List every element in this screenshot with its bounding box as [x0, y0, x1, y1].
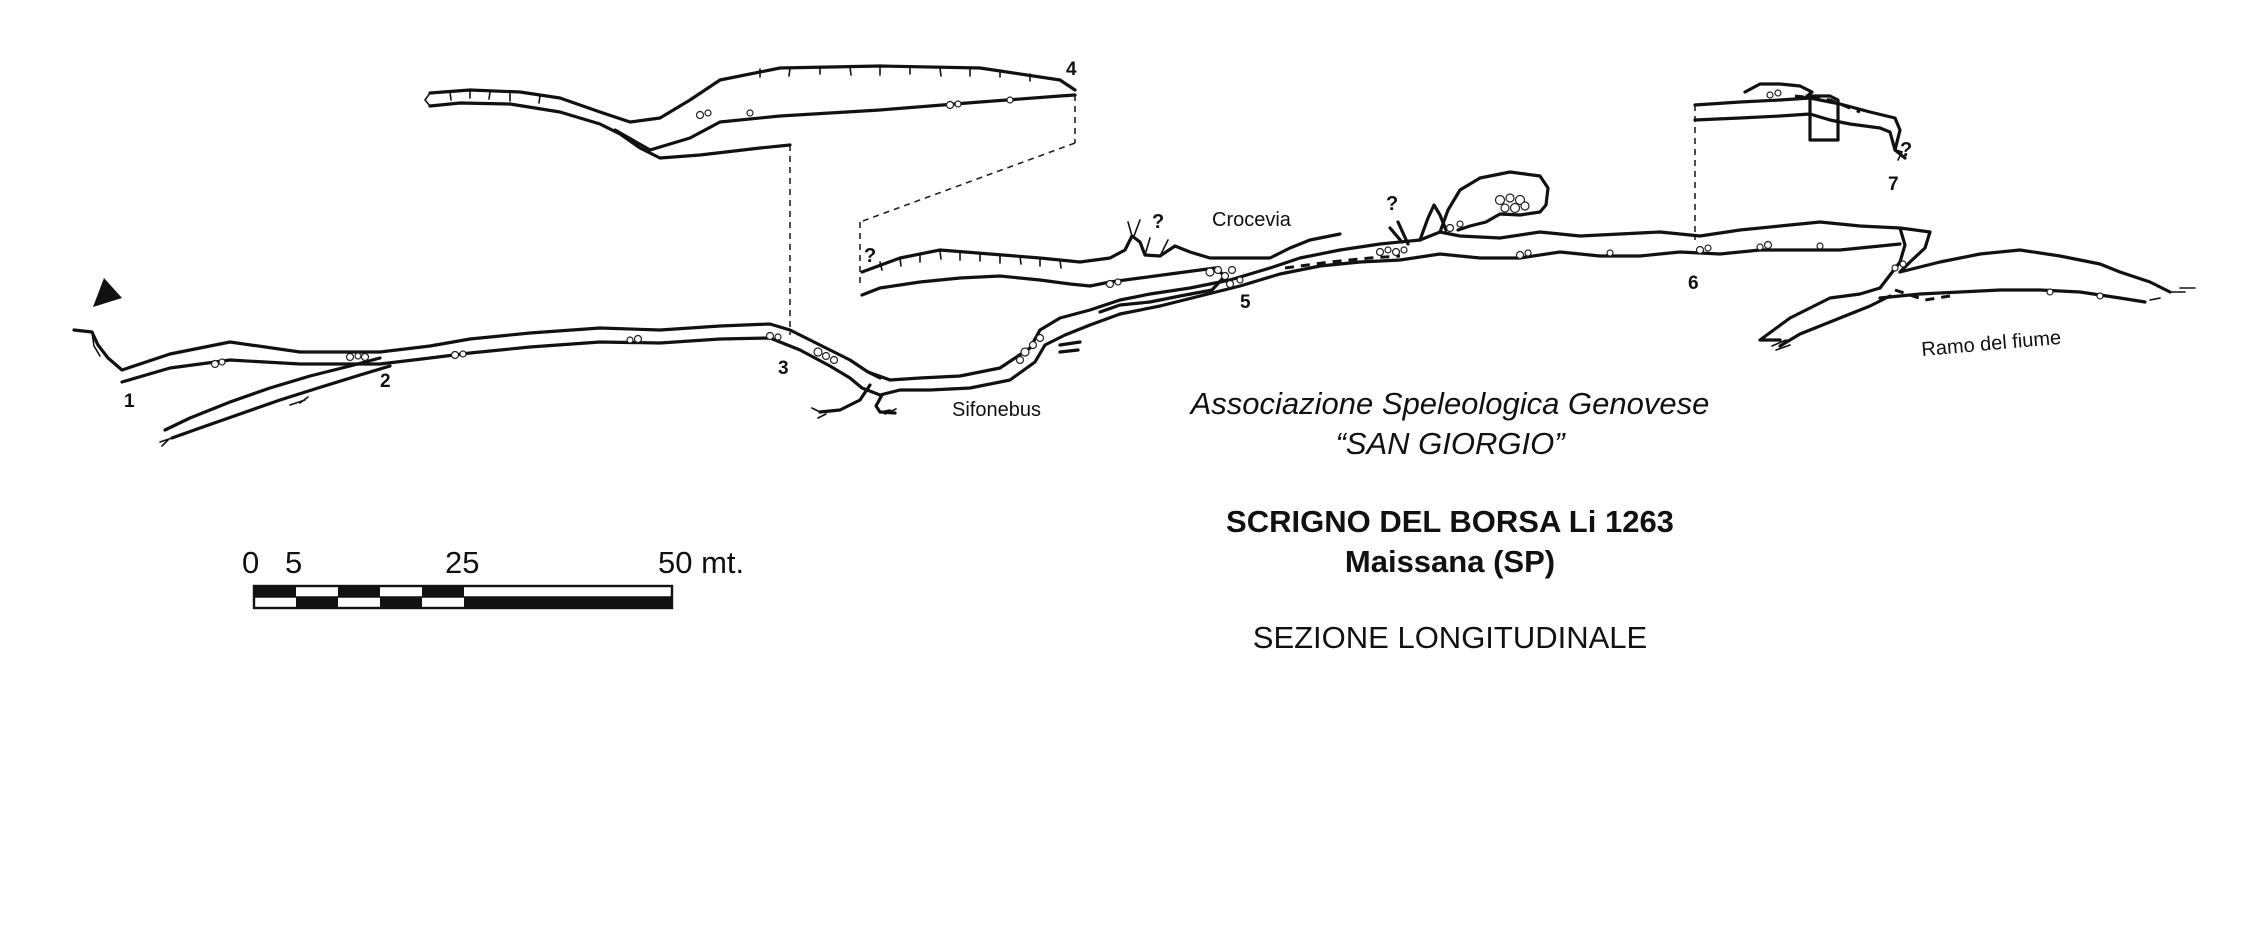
unexplored-marker: ? [1386, 193, 1399, 215]
scale-label-0: 0 [242, 545, 260, 580]
station-label-7: 7 [1888, 174, 1899, 195]
place-label-sifonebus: Sifonebus [952, 399, 1041, 421]
scale-label-25: 25 [445, 545, 480, 580]
station-label-2: 2 [380, 371, 391, 392]
station-label-6: 6 [1688, 273, 1699, 294]
ramo-del-fiume-branch [1760, 228, 2195, 350]
cave-title [1100, 502, 1800, 582]
station-label-1: 1 [124, 391, 135, 412]
upper-right-branch-station-7 [1695, 84, 1905, 160]
place-label-ramo-del-fiume: Ramo del fiume [1920, 326, 2062, 361]
unexplored-marker: ? [864, 245, 877, 267]
station-label-3: 3 [778, 358, 789, 379]
scale-label-5: 5 [285, 545, 303, 580]
association-line-1: Associazione Speleologica Genovese [1190, 386, 1710, 421]
middle-upper-gallery [862, 220, 1340, 312]
unexplored-marker: ? [1900, 139, 1913, 161]
station-label-4: 4 [1066, 59, 1077, 80]
entrance-arrow-icon [93, 278, 122, 307]
association-line-2: “SAN GIORGIO” [1335, 426, 1565, 461]
connector-diagonal [860, 143, 1075, 222]
section-type: SEZIONE LONGITUDINALE [1252, 620, 1648, 655]
main-gallery-entrance-section [74, 324, 880, 446]
cave-location: Maissana (SP) [1344, 544, 1556, 579]
scale-label-50: 50 mt. [658, 545, 745, 580]
place-label-crocevia: Crocevia [1212, 209, 1291, 231]
station-label-5: 5 [1240, 292, 1251, 313]
scale-bar [254, 586, 672, 608]
association-name [1100, 384, 1800, 464]
cave-name: SCRIGNO DEL BORSA Li 1263 [1226, 504, 1674, 539]
upper-gallery-station-4 [425, 66, 1075, 158]
unexplored-marker: ? [1152, 211, 1165, 233]
